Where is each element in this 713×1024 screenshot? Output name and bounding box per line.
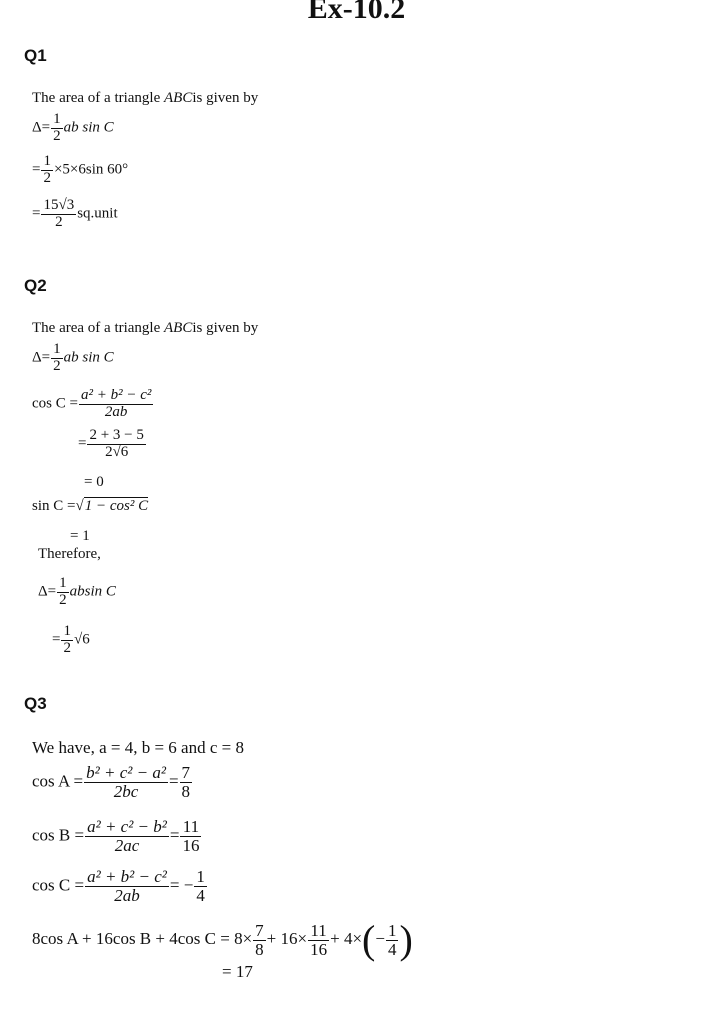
denominator: 2ac [114,835,140,855]
cos-c-value [194,868,207,905]
frac-one-quarter [386,922,399,959]
denominator: 2ab [104,403,128,420]
equals: = [32,161,41,178]
numerator: 1 [43,153,51,169]
abc-label: ABC [164,90,193,106]
product: ×5×6sin 60° [53,161,129,178]
is-given-by: is given by [192,90,259,106]
denominator: 2 [63,639,71,656]
numerator: 11 [308,922,329,941]
numerator: 11 [180,818,201,837]
question-1-label: Q1 [24,46,47,65]
cos-b-lhs: cos B = [32,825,85,845]
delta: Δ= [32,349,51,366]
numerator: a² + b² − c² [87,867,167,886]
q2-formula [32,342,114,375]
question-3-label: Q3 [24,694,47,713]
denominator: 8 [255,939,264,959]
numerator: 7 [255,920,264,940]
half-fraction [51,112,63,145]
neg-equals: = − [169,875,194,895]
q2-cos-c-values [78,428,147,461]
cos-c-lhs: cos C = [32,875,85,895]
cos-b-fraction [85,818,169,855]
sqrt-symbol: √ [75,498,84,514]
cos-c-fraction [85,868,169,905]
q1-intro [32,90,258,107]
equals: = [32,205,41,222]
unit: sq.unit [77,205,118,222]
numerator: a² + c² − b² [87,817,167,836]
denominator: 16 [310,939,328,959]
frac-seven-eighths [253,922,266,959]
q3-result: = 17 [222,962,253,981]
denominator: 2 [53,357,61,374]
numerator: 1 [387,920,397,940]
q2-cos-c [32,388,154,421]
delta: Δ= [38,583,57,600]
result-fraction [41,198,76,231]
numerator: 2 + 3 − 5 [89,427,144,443]
q2-area-result [52,624,90,657]
q2-zero: = 0 [84,474,104,490]
denominator: 2bc [113,781,139,801]
open-paren: ( [362,917,376,962]
cos-a-lhs: cos A = [32,771,84,791]
cos-c-fraction [79,388,153,421]
minus-sign: − [375,928,385,948]
q2-therefore: Therefore, [38,546,101,562]
q2-sin-c [32,498,148,515]
denominator: 4 [196,885,205,905]
sin-c-radicand: 1 − cos² C [84,498,149,514]
q3-cos-a [32,764,193,801]
numerator: 1 [53,111,61,127]
sin-c-lhs: sin C = [32,498,76,514]
cos-a-value [180,764,193,801]
ab-sin-c: ab sin C [63,349,114,366]
cos-a-fraction [84,764,168,801]
numerator: 1 [63,623,71,639]
equals: = [169,825,180,845]
half-fraction [61,624,73,657]
equals: = [52,631,61,648]
numerator: b² + c² − a² [86,763,166,782]
denominator: 2 [59,591,67,608]
denominator: 8 [181,781,191,801]
q3-sum [32,917,413,962]
q1-substitution [32,154,128,187]
absin-c: absin C [69,583,116,600]
is-given-by: is given by [192,320,259,336]
delta: Δ= [32,119,51,136]
q1-result [32,198,118,231]
question-2-label: Q2 [24,276,47,295]
denominator: 2√6 [105,443,129,460]
denominator: 4 [387,939,397,959]
equals: = [78,435,87,452]
ab-sin-c: ab sin C [63,119,114,136]
q3-given: We have, a = 4, b = 6 and c = 8 [32,738,244,757]
half-fraction [57,576,69,609]
q3-cos-b [32,818,202,855]
frac-eleven-sixteenths [308,922,329,959]
half-fraction [41,154,53,187]
denominator: 2 [43,169,51,186]
q2-one: = 1 [70,528,90,544]
intro-text: The area of a triangle [32,320,161,336]
plus-16: + 16× [266,928,308,948]
cos-c-lhs: cos C = [32,395,78,412]
q2-area-formula [38,576,116,609]
numerator: a² + b² − c² [80,387,152,403]
numerator: 7 [181,763,191,782]
plus-4: + 4× [330,928,363,948]
equals: = [168,771,179,791]
page-title: Ex-10.2 [307,0,406,25]
denominator: 16 [182,835,200,855]
cos-b-value [180,818,201,855]
denominator: 2 [53,127,61,144]
q3-cos-c [32,868,208,905]
numerator: 15√3 [43,197,75,213]
values-fraction [87,428,145,461]
sqrt-six: √6 [73,631,90,648]
close-paren: ) [399,917,413,962]
denominator: 2ab [114,885,140,905]
numerator: 1 [59,575,67,591]
q2-intro [32,320,258,337]
q1-formula [32,112,114,145]
numerator: 1 [53,341,61,357]
sum-lhs: 8cos A + 16cos B + 4cos C = 8× [32,928,253,948]
denominator: 2 [55,213,63,230]
numerator: 1 [196,867,205,886]
intro-text: The area of a triangle [32,90,161,106]
half-fraction [51,342,63,375]
abc-label: ABC [164,320,193,336]
